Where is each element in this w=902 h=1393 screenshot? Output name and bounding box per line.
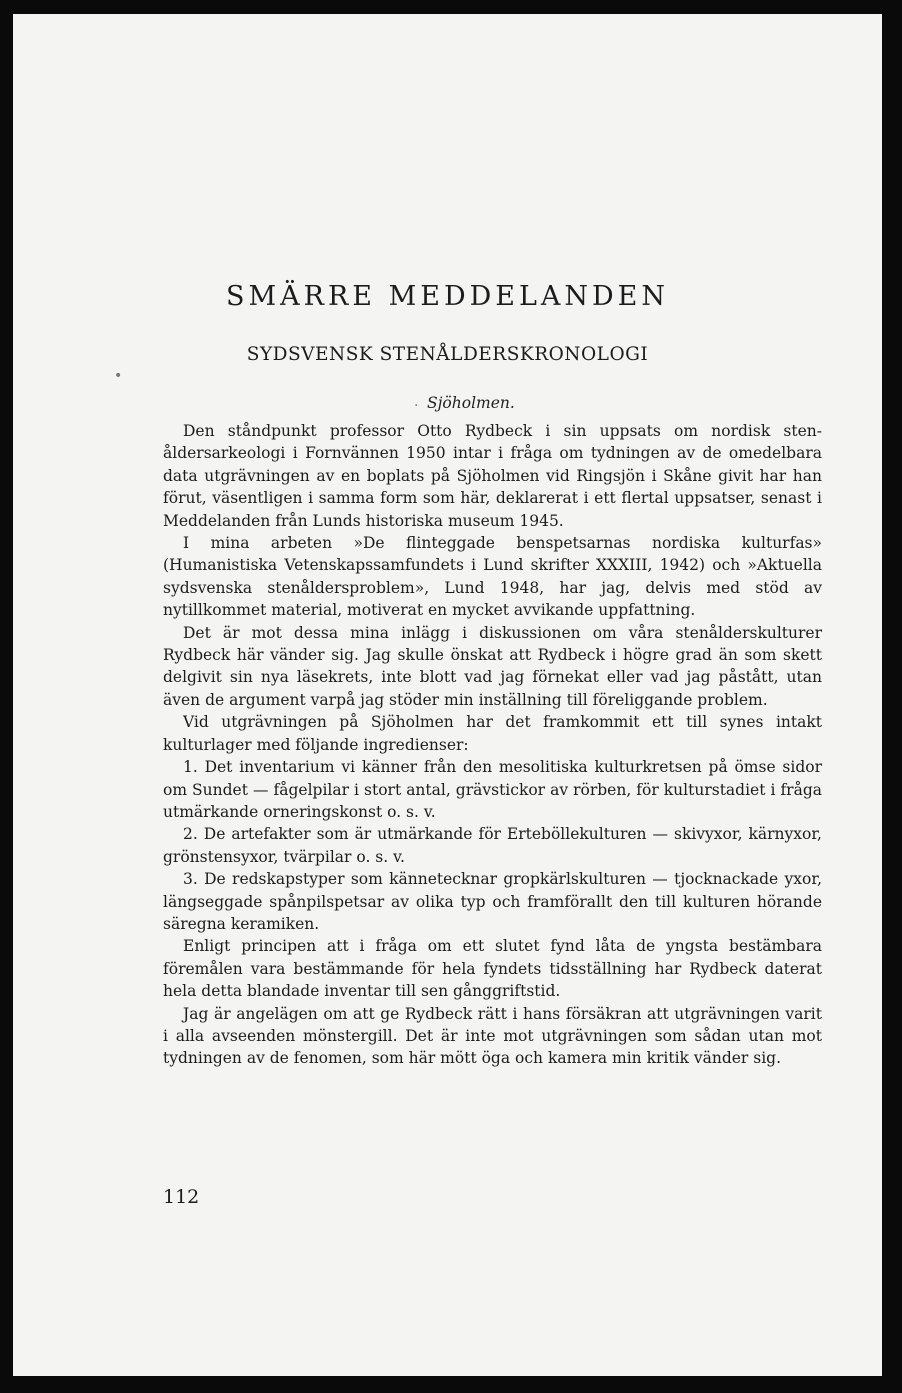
paragraph: Jag är angelägen om att ge Rydbeck rätt i hans försäkran att utgrävningen varit i alla avseenden mönstergill. Det är inte mot utgrävningen som sådan utan mot tydningen av de fenomen, som här mött öga och kamera min kritik vänder sig.: [163, 1004, 822, 1068]
list-item-paragraph: 1. Det inventarium vi känner från den mesolitiska kulturkretsen på ömse sidor om Sundet — fågelpilar i stort antal, grävstickor av rörben, för kulturstadiet i fråga utmärkande orneringskonst o. s. v.: [163, 758, 822, 821]
section-title: SMÄRRE MEDDELANDEN: [226, 281, 669, 312]
place-heading: Sjöholmen.: [427, 394, 515, 412]
margin-dot: •: [114, 368, 123, 384]
article-title: SYDSVENSK STENÅLDERSKRONOLOGI: [246, 344, 649, 365]
paragraph: Det är mot dessa mina inlägg i diskussionen om våra stenålderskulturer Rydbeck här vänder sig. Jag skulle önskat att Rydbeck i högre grad än som skett delgivit sin nya läsekrets, inte blott vad jag förnekat eller vad jag påstått, utan även de argument varpå jag stöder min inställning till föreliggande problem.: [163, 623, 822, 709]
margin-dot: .: [414, 394, 419, 410]
paragraph: Vid utgrävningen på Sjöholmen har det framkommit ett till synes intakt kulturlager med följande ingredienser:: [163, 713, 822, 754]
document-page: [13, 14, 882, 1376]
article-body: [163, 420, 822, 1070]
paragraph: Enligt principen att i fråga om ett slutet fynd låta de yngsta bestämbara föremålen vara bestämmande för hela fyndets tidsställning har Rydbeck daterat hela detta blandade inventar till sen gånggriftstid.: [163, 937, 822, 1001]
list-item-paragraph: 2. De artefakter som är utmärkande för Erteböllekulturen — skivyxor, kärnyxor, grönstensyxor, tvärpilar o. s. v.: [163, 825, 822, 866]
page-number: 112: [163, 1186, 200, 1208]
paragraph: I mina arbeten »De flinteggade benspetsarnas nordiska kulturfas» (Humanistiska Vetenskapssamfundets i Lund skrifter XXXIII, 1942) och »Aktuella sydsvenska stenåldersproblem», Lund 1948, har jag, delvis med stöd av nytillkommet material, motiverat en mycket avvikande uppfattning.: [163, 534, 822, 620]
list-item-paragraph: 3. De redskapstyper som kännetecknar gropkärlskulturen — tjocknackade yxor, längseggade spånpilspetsar av olika typ och framförallt den till kulturen hörande säregna keramiken.: [163, 870, 822, 933]
paragraph: Den ståndpunkt professor Otto Rydbeck i sin uppsats om nordisk stenåldersarkeologi i Fornvännen 1950 intar i fråga om tydningen av de omedelbara data utgrävningen av en boplats på Sjöholmen vid Ringsjön i Skåne givit har han förut, väsentligen i samma form som här, deklarerat i ett flertal uppsatser, senast i Meddelanden från Lunds historiska museum 1945.: [163, 422, 822, 530]
